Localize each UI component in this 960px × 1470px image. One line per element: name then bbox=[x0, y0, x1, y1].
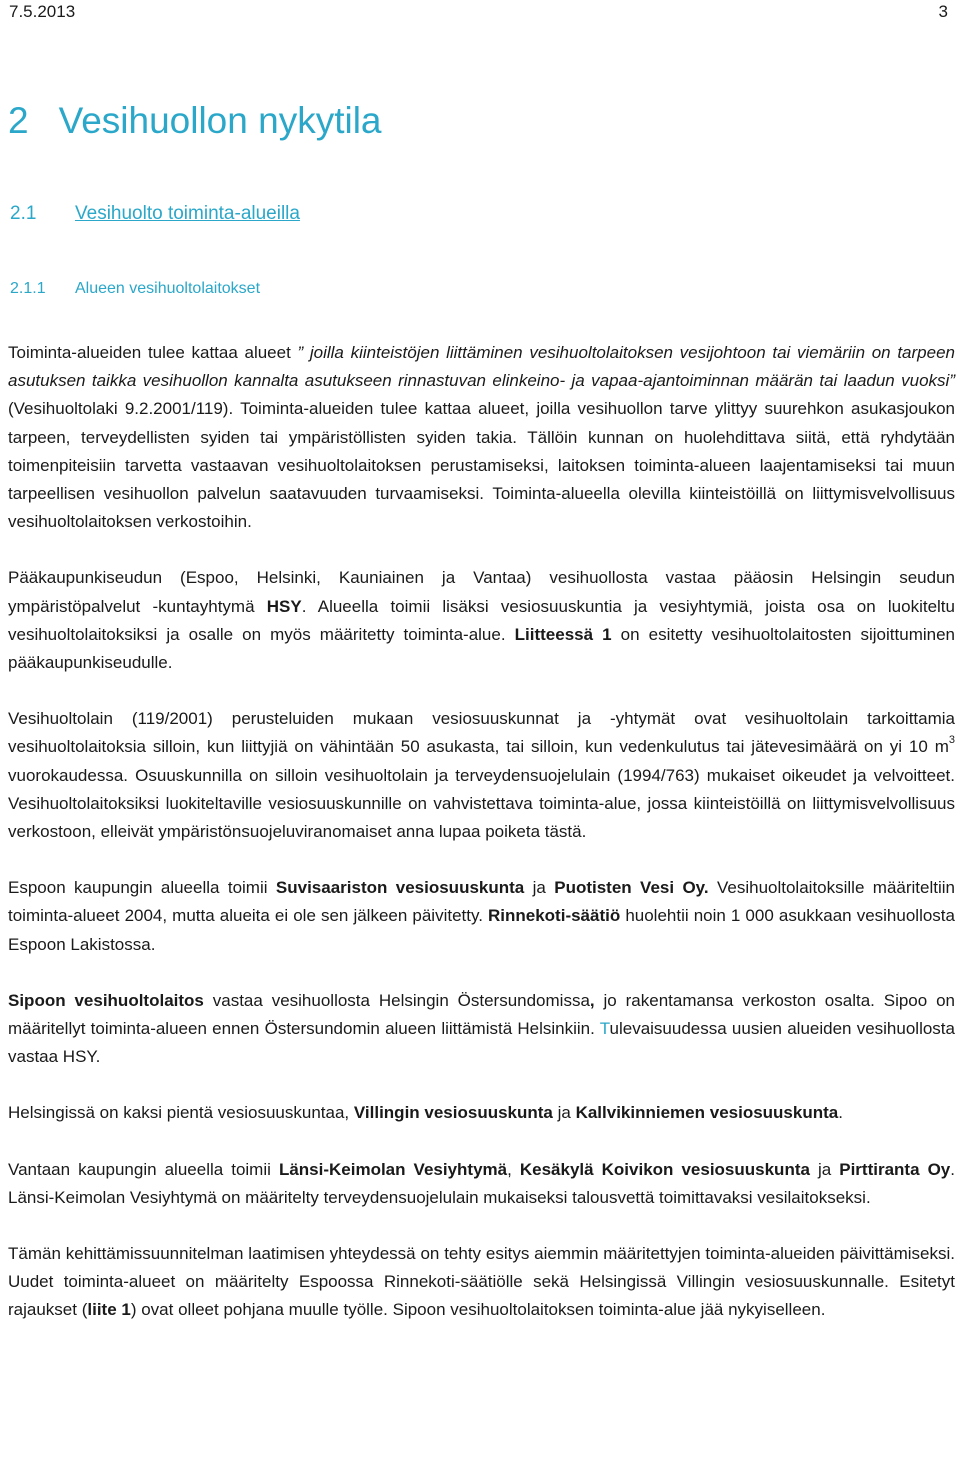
bold-text: Puotisten Vesi Oy. bbox=[554, 878, 709, 898]
paragraph-8 bbox=[8, 1240, 955, 1325]
appendix-reference: Liitteessä 1 bbox=[514, 624, 612, 644]
header-date: 7.5.2013 bbox=[9, 2, 76, 21]
paragraph-7 bbox=[8, 1156, 955, 1212]
subsection-heading bbox=[10, 280, 260, 298]
text: ulevaisuudessa uusien alueiden vesihuollosta vastaa HSY. bbox=[8, 1019, 955, 1067]
text: T bbox=[599, 1019, 610, 1039]
page-number: 3 bbox=[938, 2, 948, 21]
paragraph-1 bbox=[8, 339, 955, 536]
bold-text: Kallvikinniemen vesiosuuskunta bbox=[575, 1103, 839, 1123]
bold-text: Suvisaariston vesiosuuskunta bbox=[275, 878, 525, 898]
law-quote: ” joilla kiinteistöjen liittäminen vesihuoltolaitoksen vesijohtoon tai viemäriin on tarpeen asutuksen taikka vesihuollon kannalta asutukseen rinnastuvan elinkeino- ja vapaa-ajantoiminnan määrän tai laadun vuoksi” bbox=[8, 343, 955, 391]
text: Vesihuoltolain (119/2001) perusteluiden mukaan vesiosuuskunnat ja -yhtymät ovat vesihuoltolain tarkoittamia vesihuoltolaitoksia silloin, kun liittyjiä on vähintään 50 asukasta, tai silloin, kun vedenkulutus tai jätevesimäärä on yi 10 m bbox=[8, 709, 955, 757]
text: ) ovat olleet pohjana muulle työlle. Sipoon vesihuoltolaitoksen toiminta-alue jää nykyiselleen. bbox=[130, 1300, 826, 1320]
text: ja bbox=[809, 1159, 840, 1179]
text: (Vesihuoltolaki 9.2.2001/119). Toiminta-alueiden tulee kattaa alueet, joilla vesihuollon tarve ylittyy suurehkon asukasjoukon tarpeen, terveydellisten syiden tai ympäristöllisten syiden takia. Tällöin kunnan on huolehdittava siitä, että ryhdytään toimenpiteisiin tarvetta vastaavan vesihuoltolaitoksen perustamiseksi, laitoksen toiminta-alueen laajentamiseksi tai muun tarpeellisen vesihuollon palvelun saatavuuden turvaamiseksi. Toiminta-alueella olevilla kiinteistöillä on liittymisvelvollisuus vesihuoltolaitoksen verkostoihin. bbox=[8, 399, 955, 532]
bold-text: , bbox=[589, 990, 595, 1010]
text: vastaa vesihuollosta Helsingin Östersundomissa bbox=[203, 990, 590, 1010]
subsection-title: Alueen vesihuoltolaitokset bbox=[75, 280, 261, 297]
text: Pääkaupunkiseudun (Espoo, Helsinki, Kauniainen ja Vantaa) vesihuollosta vastaa pääosin Helsingin seudun ympäristöpalvelut -kuntayhtymä bbox=[8, 568, 955, 616]
text: on esitetty vesihuoltolaitosten sijoittuminen pääkaupunkiseudulle. bbox=[8, 624, 955, 673]
subsection-number: 2.1.1 bbox=[10, 280, 46, 297]
chapter-number: 2 bbox=[8, 100, 29, 141]
chapter-heading bbox=[8, 100, 382, 142]
section-number: 2.1 bbox=[10, 203, 37, 224]
paragraph-6 bbox=[8, 1099, 955, 1127]
text: jo rakentamansa verkoston osalta. Sipoo on määritellyt toiminta-alueen ennen Östersundomin alueen liittämistä Helsinkiin. bbox=[8, 990, 955, 1039]
text: ja bbox=[524, 878, 555, 898]
bold-text: Pirttiranta Oy bbox=[839, 1159, 951, 1179]
superscript: 3 bbox=[948, 733, 955, 746]
bold-text: Rinnekoti-säätiö bbox=[488, 906, 621, 926]
text: ja bbox=[552, 1103, 576, 1123]
text: . Länsi-Keimolan Vesiyhtymä on määritelty terveydensuojelulain mukaiseksi talousvettä toimittavaksi vesilaitokseksi. bbox=[8, 1159, 955, 1207]
section-title: Vesihuolto toiminta-alueilla bbox=[75, 203, 300, 224]
text: Vantaan kaupungin alueella toimii bbox=[8, 1159, 279, 1179]
text: Helsingissä on kaksi pientä vesiosuuskuntaa, bbox=[8, 1103, 354, 1123]
text: . Alueella toimii lisäksi vesiosuuskuntia ja vesiyhtymiä, joista osa on luokiteltu vesihuoltolaitoksiksi ja osalle on myös määritetty toiminta-alue. bbox=[8, 596, 955, 644]
text: Vesihuoltolaitoksille määriteltiin toiminta-alueet 2004, mutta alueita ei ole sen jälkeen päivitetty. bbox=[8, 878, 955, 926]
bold-text: Villingin vesiosuuskunta bbox=[353, 1103, 553, 1123]
paragraph-3 bbox=[8, 705, 955, 846]
bold-text: Länsi-Keimolan Vesiyhtymä bbox=[278, 1159, 508, 1179]
text: huolehtii noin 1 000 asukkaan vesihuollosta Espoon Lakistossa. bbox=[8, 906, 955, 954]
text: Toiminta-alueiden tulee kattaa alueet bbox=[8, 343, 298, 362]
bold-text: Sipoon vesihuoltolaitos bbox=[8, 990, 204, 1010]
paragraph-2 bbox=[8, 564, 955, 677]
page-header bbox=[9, 2, 948, 26]
section-heading bbox=[10, 203, 300, 225]
text: Tämän kehittämissuunnitelman laatimisen yhteydessä on tehty esitys aiemmin määritettyjen toiminta-alueiden päivittämiseksi. Uudet toiminta-alueet on määritelty Espoossa Rinnekoti-säätiölle sekä Helsingissä Villingin vesiosuuskunnalle. Esitetyt rajaukset ( bbox=[8, 1244, 955, 1320]
chapter-title: Vesihuollon nykytila bbox=[58, 100, 382, 141]
text: . bbox=[838, 1103, 843, 1123]
text: Espoon kaupungin alueella toimii bbox=[8, 878, 276, 898]
appendix-reference: liite 1 bbox=[87, 1300, 131, 1320]
text: vuorokaudessa. Osuuskunnilla on silloin vesihuoltolain ja terveydensuojelulain (1994/763) mukaiset oikeudet ja velvoitteet. Vesihuoltolaitoksiksi luokiteltaville vesiosuuskunnille on vahvistettava toiminta-alue, jossa kiinteistöillä on liittymisvelvollisuus verkostoon, elleivät ympäristönsuojeluviranomaiset anna lupaa poiketa tästä. bbox=[8, 765, 955, 842]
body-text bbox=[8, 339, 955, 1353]
paragraph-4 bbox=[8, 874, 955, 959]
text: , bbox=[507, 1159, 520, 1179]
paragraph-5 bbox=[8, 987, 955, 1072]
bold-text: Kesäkylä Koivikon vesiosuuskunta bbox=[519, 1159, 810, 1179]
bold-text: HSY bbox=[266, 596, 302, 616]
